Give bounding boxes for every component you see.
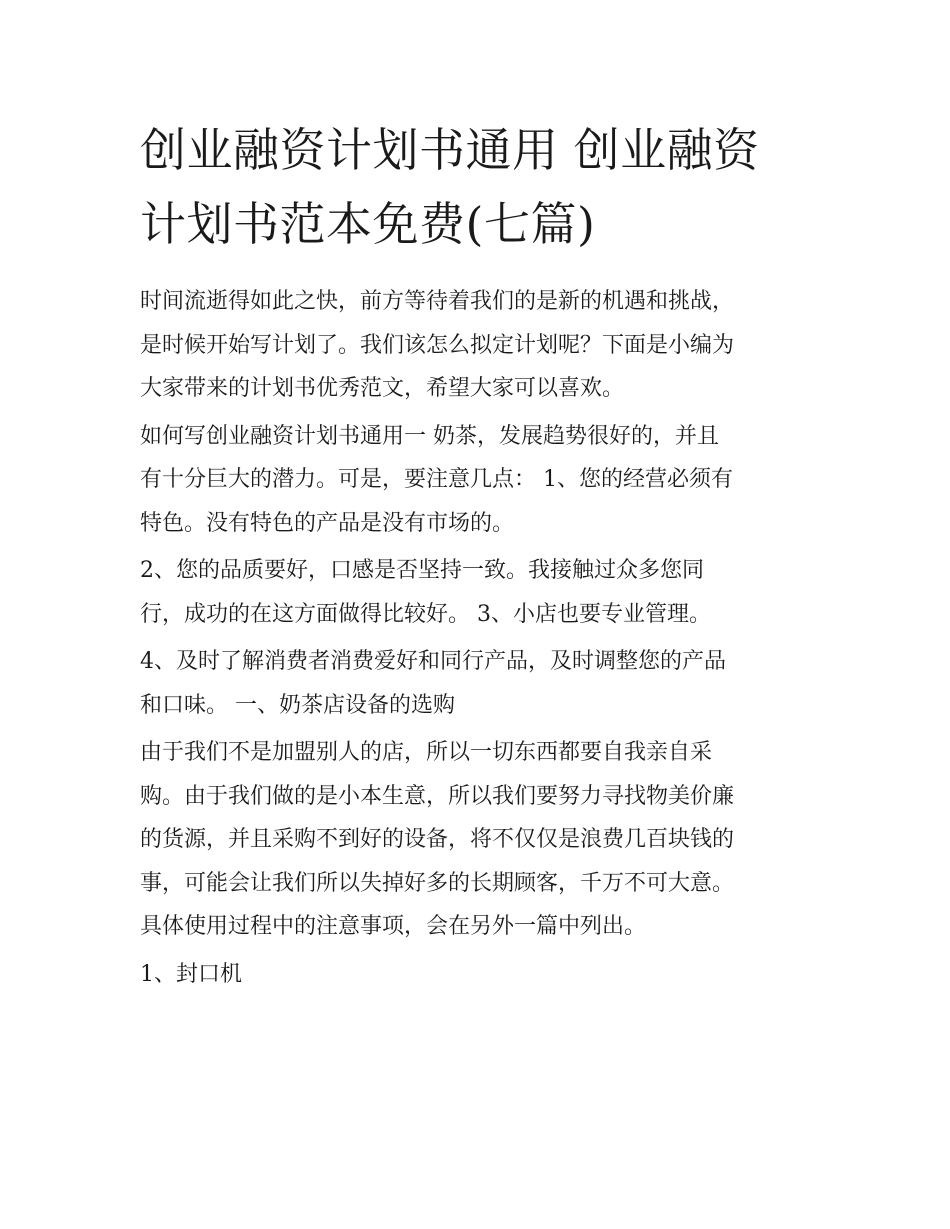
document-title [140, 113, 820, 261]
document-body [140, 280, 820, 1000]
text-line: 由于我们不是加盟别人的店，所以一切东西都要自我亲自采 [140, 740, 713, 765]
paragraph-quality [140, 549, 820, 636]
text-line: 1、封口机 [140, 961, 242, 987]
text-line: 的货源，并且采购不到好的设备，将不仅仅是浪费几百块钱的 [140, 827, 735, 852]
text-line: 事，可能会让我们所以失掉好多的长期顾客，千万不可大意。 [140, 870, 735, 896]
text-line: 行，成功的在这方面做得比较好。 3、小店也要专业管理。 [140, 601, 711, 627]
paragraph-intro [140, 280, 820, 411]
paragraph-how-to [140, 415, 820, 546]
text-line: 具体使用过程中的注意事项，会在另外一篇中列出。 [140, 914, 647, 939]
text-line: 2、您的品质要好，口感是否坚持一致。我接触过众多您同 [140, 558, 704, 583]
paragraph-sealer-heading [140, 953, 820, 997]
paragraph-purchasing [140, 731, 820, 949]
text-line: 如何写创业融资计划书通用一 奶茶，发展趋势很好的，并且 [140, 423, 719, 449]
text-line: 和口味。 一、奶茶店设备的选购 [140, 692, 455, 718]
text-line: 是时候开始写计划了。我们该怎么拟定计划呢？下面是小编为 [140, 332, 735, 358]
title-line: 创业融资计划书通用 创业融资 [140, 123, 760, 177]
text-line: 大家带来的计划书优秀范文，希望大家可以喜欢。 [140, 376, 625, 401]
text-line: 有十分巨大的潜力。可是，要注意几点： 1、您的经营必须有 [140, 467, 733, 492]
text-line: 特色。没有特色的产品是没有市场的。 [140, 510, 515, 536]
paragraph-consumer [140, 640, 820, 727]
title-line: 计划书范本免费(七篇) [140, 197, 596, 251]
text-line: 购。由于我们做的是小本生意，所以我们要努力寻找物美价廉 [140, 783, 735, 809]
text-line: 时间流逝得如此之快，前方等待着我们的是新的机遇和挑战， [140, 289, 735, 314]
text-line: 4、及时了解消费者消费爱好和同行产品，及时调整您的产品 [140, 649, 726, 674]
